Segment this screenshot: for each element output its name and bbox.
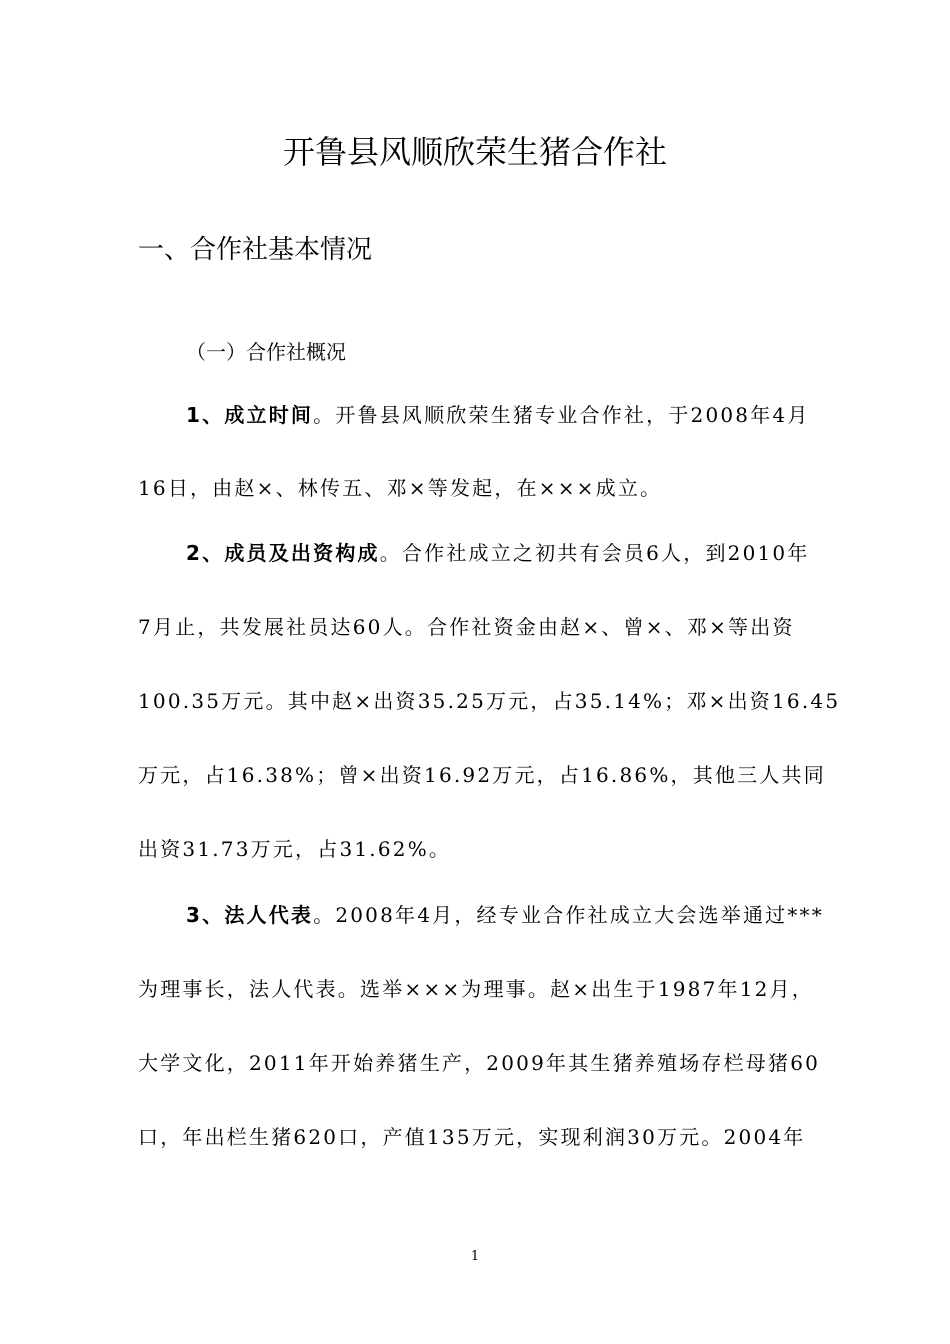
- paragraph-1-line-1-text: 。开鲁县风顺欣荣生猪专业合作社，于2008年4月: [313, 403, 810, 427]
- section-heading: 一、合作社基本情况: [138, 235, 373, 265]
- subsection-heading: （一）合作社概况: [186, 340, 346, 364]
- paragraph-2-line-1: [186, 535, 860, 571]
- paragraph-3-line-1-text: 。2008年4月，经专业合作社成立大会选举通过***: [313, 903, 824, 927]
- paragraph-1-line-2: 16日，由赵×、林传五、邓×等发起，在×××成立。: [138, 476, 663, 500]
- paragraph-3-lead: 3、法人代表: [186, 903, 314, 927]
- paragraph-2-line-3: 100.35万元。其中赵×出资35.25万元，占35.14%；邓×出资16.45: [138, 689, 841, 713]
- paragraph-1-lead: 1、成立时间: [186, 403, 314, 427]
- paragraph-3-line-3: 大学文化，2011年开始养猪生产，2009年其生猪养殖场存栏母猪60: [138, 1051, 821, 1075]
- paragraph-2-line-2: 7月止，共发展社员达60人。合作社资金由赵×、曾×、邓×等出资: [138, 615, 795, 639]
- document-title: 开鲁县风顺欣荣生猪合作社: [282, 133, 667, 171]
- page-number: 1: [470, 1249, 480, 1264]
- paragraph-2-line-1-text: 。合作社成立之初共有会员6人，到2010年: [379, 541, 810, 565]
- paragraph-3-line-4: 口，年出栏生猪620口，产值135万元，实现利润30万元。2004年: [138, 1125, 806, 1149]
- paragraph-2-line-4: 万元，占16.38%；曾×出资16.92万元，占16.86%，其他三人共同: [138, 763, 826, 787]
- paragraph-3-line-2: 为理事长，法人代表。选举×××为理事。赵×出生于1987年12月，: [138, 977, 814, 1001]
- paragraph-3-line-1: [186, 897, 860, 933]
- paragraph-2-line-5: 出资31.73万元，占31.62%。: [138, 837, 452, 861]
- paragraph-1-line-1: [186, 397, 860, 433]
- paragraph-2-lead: 2、成员及出资构成: [186, 541, 380, 565]
